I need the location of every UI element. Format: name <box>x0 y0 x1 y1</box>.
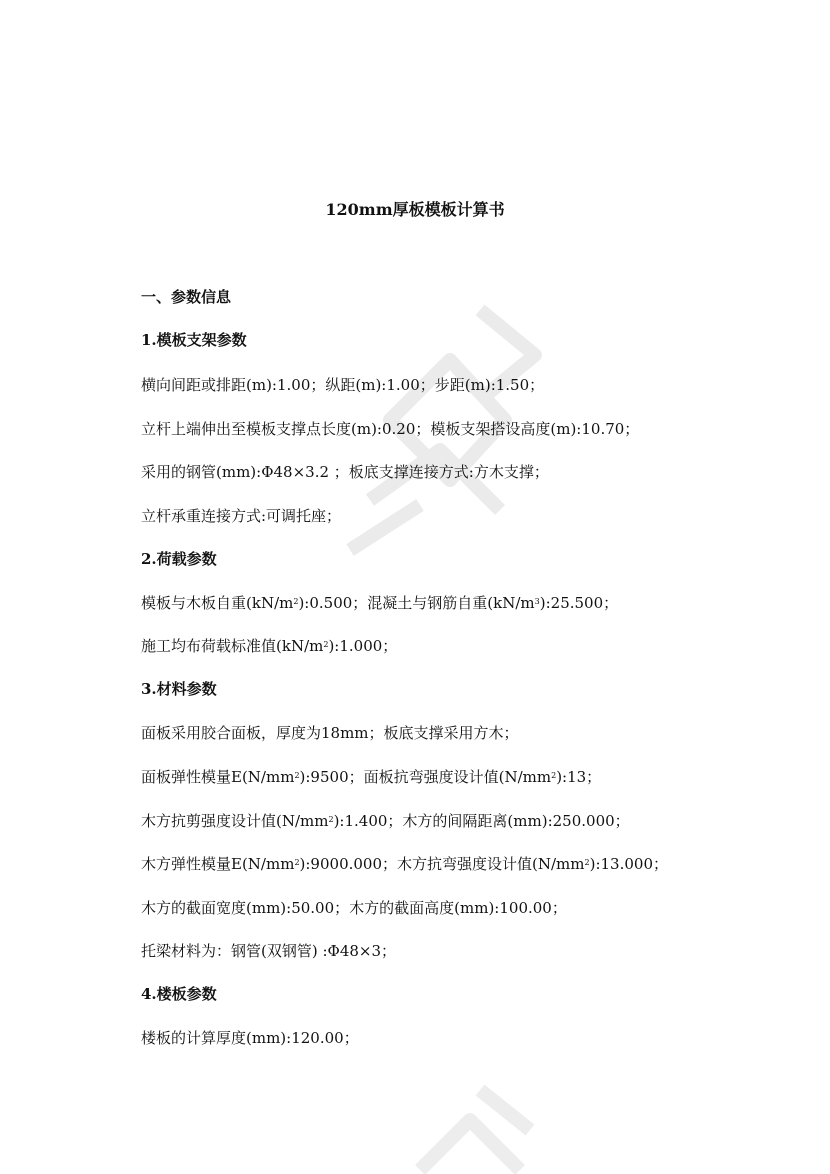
watermark-logo-bottom <box>360 1080 560 1174</box>
section-heading-1: 一、参数信息 <box>141 288 232 306</box>
subsection-heading-4: 4.楼板参数 <box>141 985 217 1003</box>
document-title: 120mm厚板模板计算书 <box>325 200 505 219</box>
subsection-heading-2: 2.荷载参数 <box>141 550 217 568</box>
param-line-1: 横向间距或排距(m):1.00；纵距(m):1.00；步距(m):1.50； <box>141 376 545 394</box>
param-line-4: 立杆承重连接方式:可调托座； <box>141 507 342 525</box>
param-line-12: 托梁材料为：钢管(双钢管) :Φ48×3； <box>141 942 397 960</box>
subsection-heading-1: 1.模板支架参数 <box>141 331 247 349</box>
subsection-heading-3: 3.材料参数 <box>141 680 217 698</box>
param-line-9: 木方抗剪强度设计值$(N/mm^2):1.400$；木方的间隔距离(mm):250.000； <box>141 812 630 830</box>
param-line-2: 立杆上端伸出至模板支撑点长度(m):0.20；模板支架搭设高度(m):10.70； <box>141 420 640 438</box>
param-line-3: 采用的钢管(mm):Φ48×3.2 ；板底支撑连接方式:方木支撑； <box>141 463 549 481</box>
param-line-6: 施工均布荷载标准值$(kN/m^2):1.000$； <box>141 637 398 655</box>
param-line-10: 木方弹性模量$E(N/mm^2):9000.000$；木方抗弯强度设计值$(N/mm^2):13.000$； <box>141 855 668 873</box>
param-line-11: 木方的截面宽度(mm):50.00；木方的截面高度(mm):100.00； <box>141 899 567 917</box>
param-line-5: 模板与木板自重$(kN/m^2):0.500$；混凝土与钢筋自重$(kN/m^3):25.500$； <box>141 594 619 612</box>
param-line-13: 楼板的计算厚度(mm):120.00； <box>141 1029 359 1047</box>
param-line-7: 面板采用胶合面板，厚度为18mm；板底支撑采用方木； <box>141 724 519 742</box>
param-line-8: 面板弹性模量$E(N/mm^2):9500$；面板抗弯强度设计值$(N/mm^2):13$； <box>141 768 602 786</box>
